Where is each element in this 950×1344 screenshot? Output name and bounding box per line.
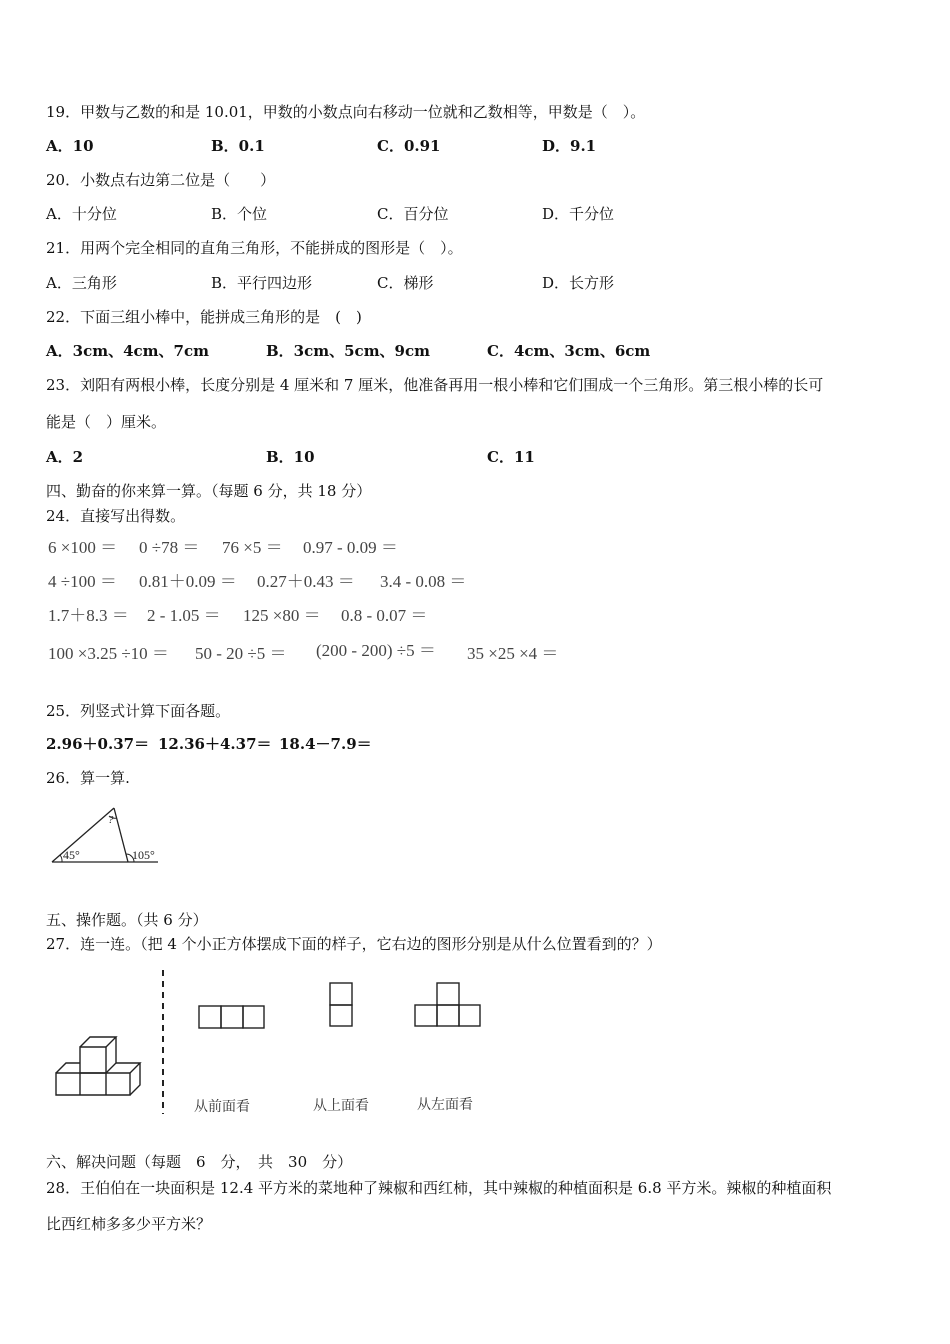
- q27-caption-left: 从左面看: [417, 1097, 473, 1113]
- q24-expr-r1c1: 6 ×100 ＝: [48, 538, 118, 557]
- q20-option-d: D．千分位: [542, 205, 615, 223]
- q21-option-d: D．长方形: [542, 274, 615, 292]
- q24-expr-r2c2: 0.81＋0.09 ＝: [139, 572, 237, 591]
- q25-item-3: 18.4－7.9＝: [279, 735, 372, 753]
- q24-expr-r1c2: 0 ÷78 ＝: [139, 538, 200, 557]
- q19-option-b: B．0.1: [211, 137, 265, 155]
- q26-triangle-figure: [48, 800, 173, 870]
- q24-expr-r3c4: 0.8 - 0.07 ＝: [341, 606, 428, 625]
- q26-unknown-angle-label: ?: [108, 814, 114, 826]
- q23-stem-line2: 能是（ ）厘米。: [46, 413, 167, 431]
- q19-option-c: C．0.91: [377, 137, 441, 155]
- q24-expr-r2c3: 0.27＋0.43 ＝: [257, 572, 355, 591]
- q24-expr-r2c1: 4 ÷100 ＝: [48, 572, 117, 591]
- q24-expr-r4c3: (200 - 200) ÷5 ＝: [316, 641, 436, 660]
- q20-option-a: A．十分位: [46, 205, 117, 223]
- q21-option-b: B．平行四边形: [211, 274, 313, 292]
- q24-expr-r3c3: 125 ×80 ＝: [243, 606, 321, 625]
- q23-option-c: C．11: [487, 448, 535, 466]
- q28-line1: 28．王伯伯在一块面积是 12.4 平方米的菜地种了辣椒和西红柿，其中辣椒的种植面积是 6.8 平方米。辣椒的种植面积: [46, 1179, 832, 1197]
- q22-option-c: C．4cm、3cm、6cm: [487, 342, 651, 360]
- q27-caption-front: 从前面看: [194, 1099, 250, 1115]
- q24-expr-r1c3: 76 ×5 ＝: [222, 538, 283, 557]
- q24-stem: 24．直接写出得数。: [46, 507, 186, 525]
- section5-title: 五、操作题。（共 6 分）: [46, 911, 208, 929]
- q21-option-c: C．梯形: [377, 274, 434, 292]
- q25-item-1: 2.96＋0.37＝: [46, 735, 150, 753]
- q23-option-a: A．2: [46, 448, 84, 466]
- q27-view-t-shape: [412, 980, 484, 1030]
- q27-cube-arrangement: [50, 1025, 155, 1100]
- q19-option-a: A．10: [46, 137, 94, 155]
- q24-expr-r4c2: 50 - 20 ÷5 ＝: [195, 644, 287, 663]
- q27-caption-top: 从上面看: [313, 1098, 369, 1114]
- q24-expr-r3c1: 1.7＋8.3 ＝: [48, 606, 129, 625]
- q21-option-a: A．三角形: [46, 274, 117, 292]
- q24-expr-r4c1: 100 ×3.25 ÷10 ＝: [48, 644, 169, 663]
- q22-option-b: B．3cm、5cm、9cm: [266, 342, 431, 360]
- q27-view-three-row: [196, 1003, 268, 1031]
- q20-option-c: C．百分位: [377, 205, 449, 223]
- q20-option-b: B．个位: [211, 205, 268, 223]
- q21-stem: 21．用两个完全相同的直角三角形，不能拼成的图形是（ ）。: [46, 239, 463, 257]
- q25-item-2: 12.36＋4.37＝: [158, 735, 272, 753]
- q24-expr-r3c2: 2 - 1.05 ＝: [147, 606, 221, 625]
- q24-expr-r1c4: 0.97 - 0.09 ＝: [303, 538, 398, 557]
- section4-title: 四、勤奋的你来算一算。（每题 6 分，共 18 分）: [46, 482, 372, 500]
- q25-stem: 25．列竖式计算下面各题。: [46, 702, 231, 720]
- section6-title: 六、解决问题（每题 6 分， 共 30 分）: [46, 1153, 353, 1171]
- q24-expr-r2c4: 3.4 - 0.08 ＝: [380, 572, 467, 591]
- q26-stem: 26．算一算.: [46, 769, 130, 787]
- q19-stem: 19．甲数与乙数的和是 10.01，甲数的小数点向右移动一位就和乙数相等，甲数是（ ）。: [46, 103, 646, 121]
- q27-view-two-stacked: [327, 980, 355, 1030]
- q26-angle-right-label: 105°: [132, 848, 155, 862]
- q23-option-b: B．10: [266, 448, 315, 466]
- q26-angle-left-label: 45°: [63, 848, 80, 862]
- q19-option-d: D．9.1: [542, 137, 597, 155]
- q24-expr-r4c4: 35 ×25 ×4 ＝: [467, 644, 559, 663]
- q27-dashed-divider: [158, 968, 168, 1118]
- q22-stem: 22．下面三组小棒中，能拼成三角形的是 ( ): [46, 308, 362, 326]
- q23-stem-line1: 23．刘阳有两根小棒，长度分别是 4 厘米和 7 厘米，他准备再用一根小棒和它们围成一个三角形。第三根小棒的长可: [46, 376, 824, 394]
- q20-stem: 20．小数点右边第二位是（ ）: [46, 171, 276, 189]
- q28-line2: 比西红柿多多少平方米？: [46, 1215, 212, 1233]
- q22-option-a: A．3cm、4cm、7cm: [46, 342, 209, 360]
- q27-stem: 27．连一连。（把 4 个小正方体摆成下面的样子，它右边的图形分别是从什么位置看到的？）: [46, 935, 662, 953]
